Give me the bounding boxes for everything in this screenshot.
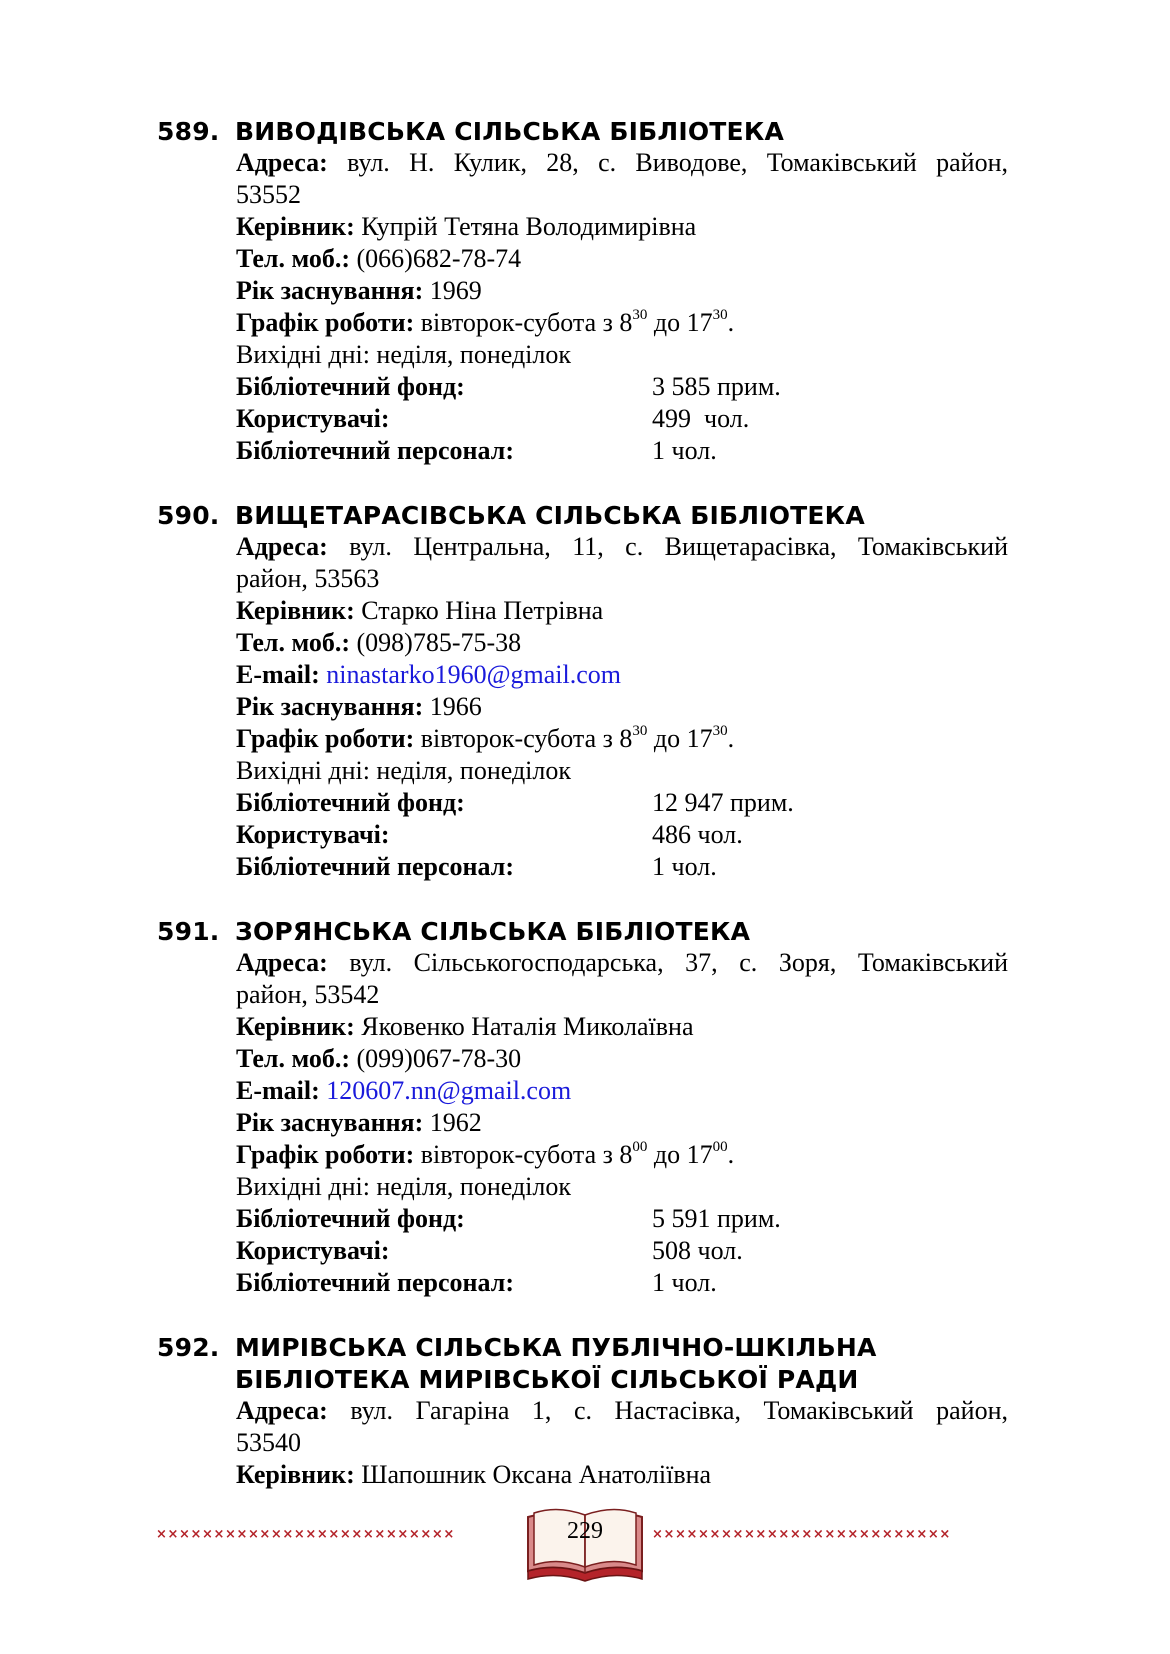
email-label: E-mail: bbox=[236, 660, 320, 689]
fund-value: 3 585 прим. bbox=[652, 372, 781, 401]
schedule-line bbox=[236, 723, 734, 755]
entry-number: 590. bbox=[157, 501, 220, 530]
phone-label: Тел. моб.: bbox=[236, 1044, 351, 1073]
staff-value: 1 чол. bbox=[652, 1268, 717, 1297]
entry-heading bbox=[157, 500, 865, 532]
days-off-line: Вихідні дні: неділя, понеділок bbox=[236, 756, 572, 785]
schedule-mid: до 17 bbox=[653, 308, 713, 337]
users-value: 499 чол. bbox=[652, 404, 750, 433]
schedule-from-minutes: 30 bbox=[632, 723, 648, 740]
users-label: Користувачі: bbox=[236, 820, 390, 849]
year-line bbox=[236, 1107, 482, 1139]
schedule-mid: до 17 bbox=[653, 724, 713, 753]
schedule-from-minutes: 00 bbox=[632, 1139, 648, 1156]
ornament-left: ×××××××××××××××××××××××××× bbox=[156, 1527, 455, 1542]
head-value: Старко Ніна Петрівна bbox=[361, 596, 604, 625]
page-footer bbox=[0, 1505, 1170, 1585]
phone-value: (098)785-75-38 bbox=[356, 628, 522, 657]
schedule-end: . bbox=[727, 1140, 735, 1169]
address-value: вул. Гагаріна 1, с. Настасівка, Томаківський район, bbox=[350, 1396, 1008, 1425]
email-line bbox=[236, 659, 621, 691]
fund-label: Бібліотечний фонд: bbox=[236, 1204, 465, 1233]
head-line bbox=[236, 595, 603, 627]
head-label: Керівник: bbox=[236, 596, 355, 625]
email-link[interactable]: ninastarko1960@gmail.com bbox=[326, 660, 621, 689]
head-label: Керівник: bbox=[236, 1012, 355, 1041]
phone-value: (066)682-78-74 bbox=[356, 244, 522, 273]
head-label: Керівник: bbox=[236, 1460, 355, 1489]
address-line bbox=[236, 947, 1008, 979]
year-label: Рік заснування: bbox=[236, 1108, 424, 1137]
schedule-line bbox=[236, 1139, 734, 1171]
users-value: 508 чол. bbox=[652, 1236, 743, 1265]
address-line bbox=[236, 147, 1008, 179]
head-value: Купрій Тетяна Володимирівна bbox=[361, 212, 697, 241]
schedule-text: вівторок-субота з 8 bbox=[420, 1140, 633, 1169]
address-line bbox=[236, 531, 1008, 563]
fund-value: 5 591 прим. bbox=[652, 1204, 781, 1233]
staff-label: Бібліотечний персонал: bbox=[236, 852, 514, 881]
schedule-label: Графік роботи: bbox=[236, 308, 415, 337]
phone-line bbox=[236, 1043, 521, 1075]
address-label: Адреса: bbox=[236, 948, 328, 977]
page-number: 229 bbox=[567, 1518, 603, 1544]
phone-line bbox=[236, 243, 521, 275]
entry-heading bbox=[157, 1332, 877, 1396]
entry-title-line-1: МИРІВСЬКА СІЛЬСЬКА ПУБЛІЧНО-ШКІЛЬНА bbox=[235, 1333, 877, 1362]
address-line-2: 53540 bbox=[236, 1428, 301, 1457]
schedule-label: Графік роботи: bbox=[236, 724, 415, 753]
phone-label: Тел. моб.: bbox=[236, 244, 351, 273]
schedule-mid: до 17 bbox=[653, 1140, 713, 1169]
schedule-line bbox=[236, 307, 734, 339]
address-label: Адреса: bbox=[236, 1396, 328, 1425]
address-line-2: район, 53542 bbox=[236, 980, 380, 1009]
schedule-text: вівторок-субота з 8 bbox=[420, 308, 633, 337]
staff-value: 1 чол. bbox=[652, 852, 717, 881]
phone-value: (099)067-78-30 bbox=[356, 1044, 522, 1073]
head-value: Шапошник Оксана Анатоліївна bbox=[361, 1460, 712, 1489]
days-off-line: Вихідні дні: неділя, понеділок bbox=[236, 340, 572, 369]
email-line bbox=[236, 1075, 571, 1107]
entry-title: ЗОРЯНСЬКА СІЛЬСЬКА БІБЛІОТЕКА bbox=[235, 917, 751, 946]
schedule-to-minutes: 30 bbox=[712, 307, 728, 324]
year-value: 1962 bbox=[429, 1108, 482, 1137]
users-label: Користувачі: bbox=[236, 404, 390, 433]
address-value: вул. Сільськогосподарська, 37, с. Зоря, Томаківський bbox=[349, 948, 1009, 977]
fund-label: Бібліотечний фонд: bbox=[236, 372, 465, 401]
entry-number: 592. bbox=[157, 1333, 220, 1362]
schedule-end: . bbox=[727, 308, 735, 337]
days-off-line: Вихідні дні: неділя, понеділок bbox=[236, 1172, 572, 1201]
head-label: Керівник: bbox=[236, 212, 355, 241]
address-line-2: 53552 bbox=[236, 180, 301, 209]
address-label: Адреса: bbox=[236, 532, 328, 561]
users-label: Користувачі: bbox=[236, 1236, 390, 1265]
address-label: Адреса: bbox=[236, 148, 328, 177]
entry-title: ВИЩЕТАРАСІВСЬКА СІЛЬСЬКА БІБЛІОТЕКА bbox=[235, 501, 865, 530]
address-line bbox=[236, 1395, 1008, 1427]
email-label: E-mail: bbox=[236, 1076, 320, 1105]
head-line bbox=[236, 211, 696, 243]
entry-heading bbox=[157, 116, 784, 148]
address-line-2: район, 53563 bbox=[236, 564, 380, 593]
entry-number: 589. bbox=[157, 117, 220, 146]
staff-value: 1 чол. bbox=[652, 436, 717, 465]
users-value: 486 чол. bbox=[652, 820, 743, 849]
email-link[interactable]: 120607.nn@gmail.com bbox=[326, 1076, 572, 1105]
staff-label: Бібліотечний персонал: bbox=[236, 436, 514, 465]
staff-label: Бібліотечний персонал: bbox=[236, 1268, 514, 1297]
fund-label: Бібліотечний фонд: bbox=[236, 788, 465, 817]
phone-label: Тел. моб.: bbox=[236, 628, 351, 657]
schedule-end: . bbox=[727, 724, 735, 753]
entry-title-line-2: БІБЛІОТЕКА МИРІВСЬКОЇ СІЛЬСЬКОЇ РАДИ bbox=[235, 1365, 859, 1394]
year-label: Рік заснування: bbox=[236, 692, 424, 721]
address-value: вул. Н. Кулик, 28, с. Виводове, Томаківський район, bbox=[347, 148, 1008, 177]
entry-title bbox=[235, 1332, 877, 1396]
head-value: Яковенко Наталія Миколаївна bbox=[361, 1012, 694, 1041]
entry-number: 591. bbox=[157, 917, 220, 946]
address-value: вул. Центральна, 11, с. Вищетарасівка, Томаківський bbox=[349, 532, 1008, 561]
head-line bbox=[236, 1011, 694, 1043]
schedule-to-minutes: 00 bbox=[712, 1139, 728, 1156]
entry-heading bbox=[157, 916, 750, 948]
entry-title: ВИВОДІВСЬКА СІЛЬСЬКА БІБЛІОТЕКА bbox=[235, 117, 784, 146]
head-line bbox=[236, 1459, 711, 1491]
year-line bbox=[236, 691, 482, 723]
year-value: 1966 bbox=[429, 692, 482, 721]
phone-line bbox=[236, 627, 521, 659]
ornament-right: ×××××××××××××××××××××××××× bbox=[652, 1527, 951, 1542]
year-value: 1969 bbox=[429, 276, 482, 305]
schedule-from-minutes: 30 bbox=[632, 307, 648, 324]
schedule-text: вівторок-субота з 8 bbox=[420, 724, 633, 753]
year-line bbox=[236, 275, 482, 307]
year-label: Рік заснування: bbox=[236, 276, 424, 305]
schedule-label: Графік роботи: bbox=[236, 1140, 415, 1169]
schedule-to-minutes: 30 bbox=[712, 723, 728, 740]
fund-value: 12 947 прим. bbox=[652, 788, 794, 817]
